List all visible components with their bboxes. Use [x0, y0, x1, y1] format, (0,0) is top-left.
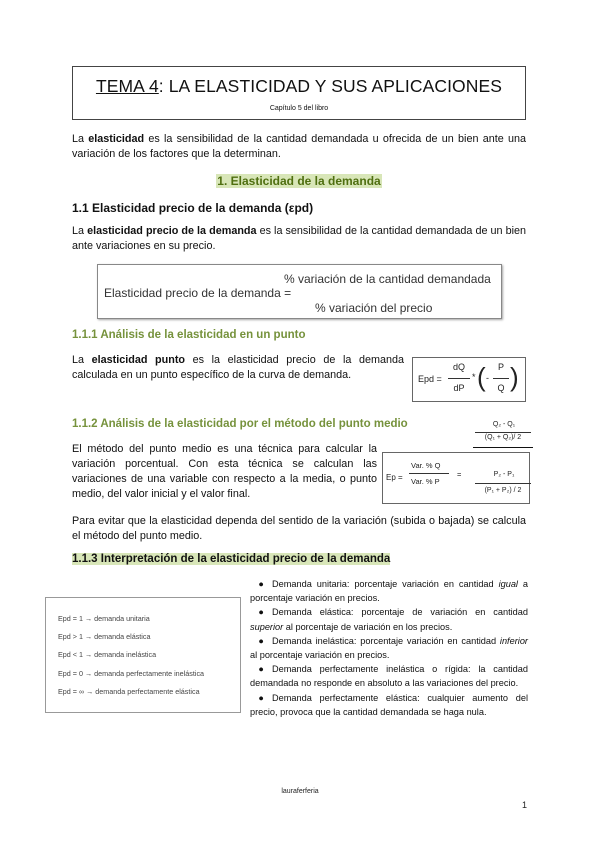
b3-pre: Demanda inelástica: porcentaje variación en cantidad [272, 635, 500, 646]
bullet-icon: ● [258, 664, 264, 675]
point-den: dP [453, 383, 465, 393]
section-1-heading [72, 174, 526, 188]
title-prefix: TEMA 4 [95, 76, 159, 96]
point-close-paren: ) [510, 362, 519, 392]
page-subtitle: Capítulo 5 del libro [269, 105, 329, 112]
point-lhs: Epd = [418, 374, 442, 384]
intro-bold: elasticidad [88, 133, 145, 145]
formula-denominator: % variación del precio [315, 301, 433, 315]
b5-text: Demanda perfectamente elástica: cualquier aumento del precio, provoca que la cantidad demandada se haga nula. [250, 692, 528, 717]
section-1-1-1-paragraph [72, 353, 404, 383]
section-1-1-heading: 1.1 Elasticidad precio de la demanda (εpd) [72, 201, 314, 215]
bullet-icon: ● [258, 692, 264, 703]
bullet-icon: ● [258, 607, 264, 618]
b1-em: igual [498, 579, 518, 589]
mid-main-line [473, 447, 533, 448]
section-1-title: 1. Elasticidad de la demanda [217, 174, 381, 188]
mid-q-num: Q₂ - Q₁ [492, 421, 516, 428]
legend-item: Epd = 1 → demanda unitaria [58, 614, 150, 623]
s113-title: 1.1.3 Interpretación de la elasticidad precio de la demanda [72, 553, 391, 565]
s11-bold: elasticidad precio de la demanda [87, 225, 257, 237]
bullet-icon: ● [258, 579, 264, 589]
list-item [250, 662, 528, 690]
intro-pre: La [72, 133, 89, 145]
section-1-1-2-paragraph: El método del punto medio es una técnica para calcular la variación porcentual. Con esta técnica se calculan las variaciones de una variable con respecto a la media, o punto medio, del valor inicial y el valor final. [72, 443, 377, 500]
formula-numerator: % variación de la cantidad demandada [284, 272, 491, 286]
section-1-1-paragraph [72, 224, 526, 254]
s111-pre: La [72, 354, 92, 366]
b3-post: al porcentaje variación en precios. [250, 650, 390, 661]
formula-lhs: Elasticidad precio de la demanda = [104, 286, 292, 300]
mid-q-line [475, 432, 531, 433]
b1-pre: Demanda unitaria: porcentaje variación en cantidad [272, 579, 499, 589]
mid-p-line [475, 483, 531, 484]
interpretation-bullets [250, 577, 528, 719]
s11-post: es la sensibilidad de la cantidad demandada de un bien ante variaciones en su precio. [72, 225, 527, 252]
point-num: dQ [452, 362, 465, 372]
mid-lhs: Ep = [386, 473, 403, 482]
s111-post: es la elasticidad precio de la demanda calculada en un punto específico de la curva de demanda. [72, 354, 404, 381]
list-item [250, 634, 528, 662]
point-open-paren: ( [477, 362, 486, 392]
mid-q-den: (Q₁ + Q₂)/ 2 [484, 434, 522, 441]
list-item [250, 691, 528, 719]
list-item [250, 605, 528, 633]
section-1-1-2-paragraph-2: Para evitar que la elasticidad dependa del sentido de la variación (subida o bajada) se calcula el método del punto medio. [72, 515, 526, 542]
section-1-1-1-heading: 1.1.1 Análisis de la elasticidad en un punto [72, 329, 306, 341]
page-title [73, 76, 525, 97]
b2-em: superior [250, 621, 284, 632]
point-elasticity-formula [412, 357, 526, 402]
section-1-1-3-heading [72, 553, 390, 565]
mid-var-p: Var. % P [411, 477, 440, 486]
point-minus: - [486, 373, 489, 383]
legend-item: Epd = ∞ → demanda perfectamente elástica [58, 687, 200, 696]
b2-pre: Demanda elástica: porcentaje de variación en cantidad [272, 607, 528, 618]
intro-paragraph [72, 132, 526, 162]
title-box [72, 66, 526, 120]
point-q: Q [497, 383, 505, 393]
legend-item: Epd > 1 → demanda elástica [58, 632, 151, 641]
s11-pre: La [72, 225, 88, 237]
b1-post: a porcentaje variación en precios. [250, 579, 528, 604]
point-times: * [472, 372, 476, 382]
bullet-icon: ● [258, 635, 264, 646]
section-1-1-2-heading: 1.1.2 Análisis de la elasticidad por el método del punto medio [72, 418, 408, 430]
point-p: P [497, 362, 504, 372]
legend-item: Epd = 0 → demanda perfectamente inelástica [58, 669, 205, 678]
mid-p-den: (P₁ + P₂) / 2 [484, 487, 522, 494]
footer-author: lauraferferia [281, 788, 319, 795]
mid-frac-line [409, 473, 449, 474]
b4-text: Demanda perfectamente inelástica o rígida: la cantidad demandada no responde en absoluto a las variaciones del precio. [250, 664, 528, 689]
mid-p-num: P₂ - P₁ [493, 471, 515, 478]
point-frac-line [448, 378, 470, 379]
point-frac-line-2 [493, 378, 509, 379]
mid-eq: = [457, 470, 462, 479]
title-rest: : LA ELASTICIDAD Y SUS APLICACIONES [158, 76, 503, 96]
b3-em: inferior [499, 635, 528, 646]
s111-bold: elasticidad punto [91, 354, 186, 366]
midpoint-formula [382, 421, 530, 504]
intro-post: es la sensibilidad de la cantidad demandada u ofrecida de un bien ante una variación de los factores que la determinan. [72, 133, 526, 160]
list-item [250, 577, 528, 605]
elasticity-legend-box [45, 597, 241, 713]
legend-item: Epd < 1 → demanda inelástica [58, 650, 157, 659]
price-elasticity-formula [97, 264, 502, 319]
b2-post: al porcentaje de variación en los precios. [283, 621, 453, 632]
page-number: 1 [522, 800, 528, 810]
mid-var-q: Var. % Q [411, 461, 441, 470]
